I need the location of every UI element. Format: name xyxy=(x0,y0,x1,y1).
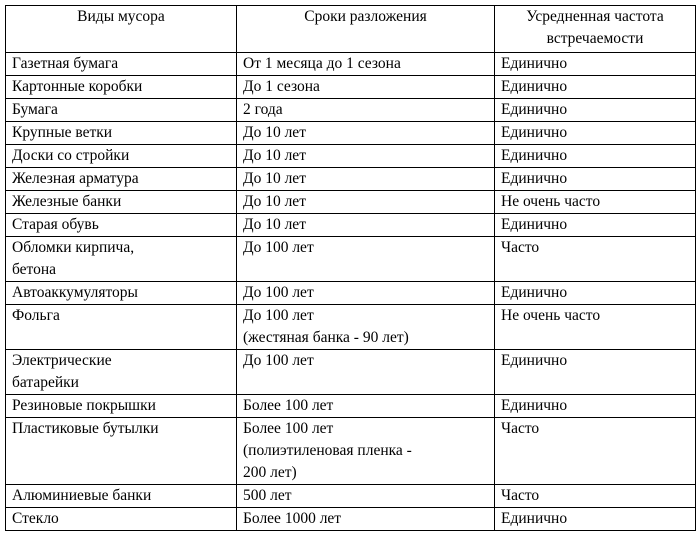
waste-type-cell: Железные банки xyxy=(6,191,237,214)
frequency-cell: Единично xyxy=(495,145,696,168)
frequency-cell: Единично xyxy=(495,282,696,305)
decomposition-time-cell: До 10 лет xyxy=(237,191,495,214)
waste-type-cell: Автоаккумуляторы xyxy=(6,282,237,305)
waste-type-cell: Фольга xyxy=(6,305,237,350)
header-row xyxy=(6,6,696,53)
waste-type-cell: Стекло xyxy=(6,508,237,531)
table-row xyxy=(6,282,696,305)
decomposition-time-cell: 2 года xyxy=(237,99,495,122)
decomposition-time-cell: До 100 лет xyxy=(237,282,495,305)
waste-decomposition-table xyxy=(5,5,696,531)
table-row xyxy=(6,122,696,145)
table-row xyxy=(6,418,696,485)
waste-type-cell: Крупные ветки xyxy=(6,122,237,145)
table-row xyxy=(6,53,696,76)
decomposition-time-cell: До 100 лет xyxy=(237,350,495,395)
frequency-cell: Часто xyxy=(495,237,696,282)
decomposition-time-cell: До 100 лет (жестяная банка - 90 лет) xyxy=(237,305,495,350)
frequency-cell: Не очень часто xyxy=(495,191,696,214)
frequency-cell: Единично xyxy=(495,168,696,191)
waste-type-cell: Бумага xyxy=(6,99,237,122)
decomposition-time-cell: От 1 месяца до 1 сезона xyxy=(237,53,495,76)
table-row xyxy=(6,305,696,350)
frequency-cell: Единично xyxy=(495,395,696,418)
frequency-cell: Единично xyxy=(495,99,696,122)
decomposition-time-cell: До 10 лет xyxy=(237,168,495,191)
waste-type-cell: Газетная бумага xyxy=(6,53,237,76)
frequency-cell: Единично xyxy=(495,508,696,531)
waste-type-cell: Картонные коробки xyxy=(6,76,237,99)
frequency-cell: Не очень часто xyxy=(495,305,696,350)
waste-type-cell: Электрические батарейки xyxy=(6,350,237,395)
decomposition-time-cell: Более 100 лет xyxy=(237,395,495,418)
decomposition-time-cell: Более 100 лет (полиэтиленовая пленка - 200 лет) xyxy=(237,418,495,485)
frequency-cell: Часто xyxy=(495,418,696,485)
table-row xyxy=(6,76,696,99)
decomposition-time-cell: До 1 сезона xyxy=(237,76,495,99)
waste-type-cell: Железная арматура xyxy=(6,168,237,191)
table-row xyxy=(6,350,696,395)
frequency-cell: Единично xyxy=(495,76,696,99)
frequency-cell: Единично xyxy=(495,122,696,145)
waste-type-cell: Старая обувь xyxy=(6,214,237,237)
table-row xyxy=(6,99,696,122)
frequency-cell: Единично xyxy=(495,350,696,395)
header-frequency: Усредненная частота встречаемости xyxy=(495,6,696,53)
decomposition-time-cell: 500 лет xyxy=(237,485,495,508)
decomposition-time-cell: До 10 лет xyxy=(237,145,495,168)
table-row xyxy=(6,395,696,418)
table-row xyxy=(6,145,696,168)
table-row xyxy=(6,168,696,191)
waste-type-cell: Алюминиевые банки xyxy=(6,485,237,508)
frequency-cell: Единично xyxy=(495,53,696,76)
waste-type-cell: Пластиковые бутылки xyxy=(6,418,237,485)
table-row xyxy=(6,237,696,282)
decomposition-time-cell: До 10 лет xyxy=(237,214,495,237)
decomposition-time-cell: Более 1000 лет xyxy=(237,508,495,531)
table-row xyxy=(6,485,696,508)
frequency-cell: Единично xyxy=(495,214,696,237)
waste-type-cell: Доски со стройки xyxy=(6,145,237,168)
waste-type-cell: Обломки кирпича, бетона xyxy=(6,237,237,282)
decomposition-time-cell: До 100 лет xyxy=(237,237,495,282)
waste-type-cell: Резиновые покрышки xyxy=(6,395,237,418)
table-row xyxy=(6,214,696,237)
table-row xyxy=(6,508,696,531)
header-waste-type: Виды мусора xyxy=(6,6,237,53)
table-row xyxy=(6,191,696,214)
frequency-cell: Часто xyxy=(495,485,696,508)
header-decomposition-time: Сроки разложения xyxy=(237,6,495,53)
decomposition-time-cell: До 10 лет xyxy=(237,122,495,145)
